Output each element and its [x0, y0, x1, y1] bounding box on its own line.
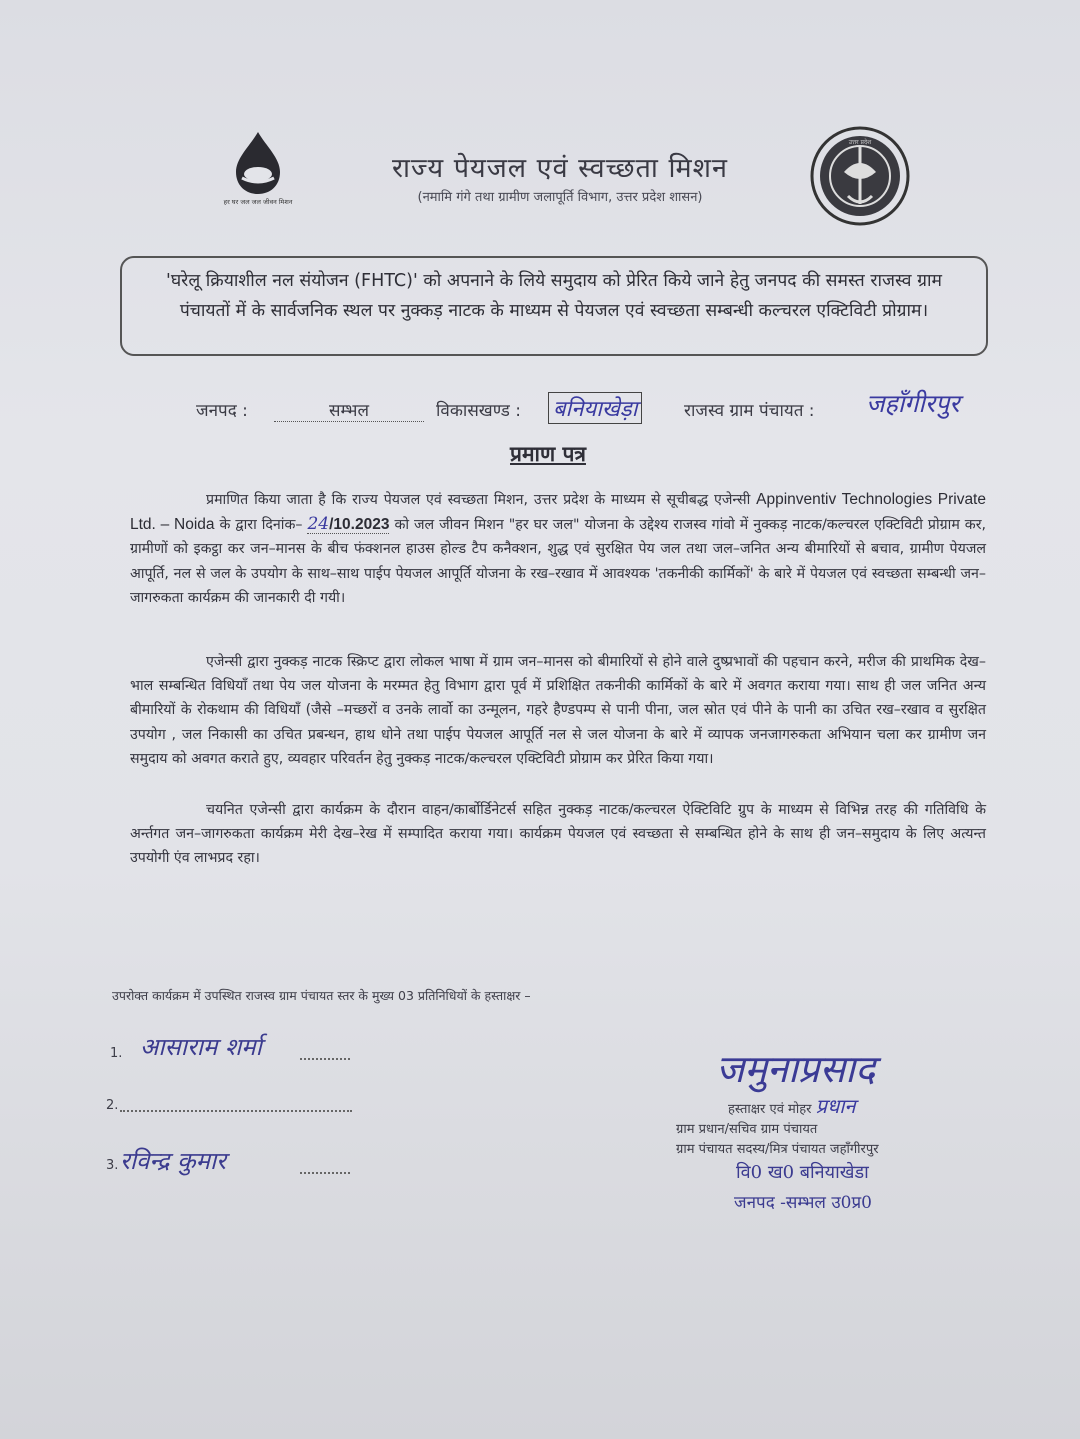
program-title-box — [120, 256, 988, 356]
jal-jeevan-mission-logo — [212, 128, 304, 212]
svg-text:उत्तर प्रदेश: उत्तर प्रदेश — [848, 139, 872, 146]
agency-name: Appinventiv Technologies Private Ltd. – Noida — [130, 491, 986, 534]
date-month-year: /10.2023 — [329, 516, 390, 534]
program-date — [307, 514, 390, 535]
stamp-line-3: ग्राम पंचायत सदस्य/मित्र पंचायत — [676, 1142, 826, 1157]
p1-text-a: प्रमाणित किया जाता है कि राज्य पेयजल एवं स्वच्छता मिशन, उत्तर प्रदेश के माध्यम से सूचीबद्ध एजेन्सी — [206, 492, 751, 508]
paragraph-3: चयनित एजेन्सी द्वारा कार्यक्रम के दौरान वाहन/कार्बोर्डिनेटर्स सहित नुक्कड़ नाटक/कल्चरल ऐक्टिविटि ग्रुप के माध्यम से विभिन्न तरह की गतिविधि के अर्न्तगत जन–जागरुकता कार्यक्रम मेरी देख–रेख में सम्पादित कराया गया। कार्यक्रम पेयजल एवं स्वच्छता से सम्बन्धित होने के साथ ही जन–समुदाय के लिए अत्यन्त उपयोगी एंव लाभप्रद रहा। — [130, 802, 986, 867]
department-subtitle: (नमामि गंगे तथा ग्रामीण जलापूर्ति विभाग, उत्तर प्रदेश शासन) — [417, 190, 703, 205]
pradhan-stamp — [676, 1096, 966, 1160]
panchayat-value: जहाँगीरपुर — [866, 389, 960, 418]
svg-text:हर घर जल जल जीवन मिशन: हर घर जल जल जीवन मिशन — [223, 198, 293, 206]
district-label: जनपद : — [196, 401, 248, 421]
rep-3-number: 3. — [106, 1158, 119, 1173]
block-value: बनियाखेड़ा — [548, 392, 642, 424]
stamp-line-3-hand: जहाँगीरपुर — [829, 1142, 879, 1157]
rep-3-line — [300, 1172, 350, 1174]
location-fields — [196, 389, 1016, 426]
pradhan-signature: जमुनाप्रसाद — [716, 1047, 876, 1091]
rep-1-signature: आसाराम शर्मा — [140, 1033, 262, 1061]
representatives-note: उपरोक्त कार्यक्रम में उपस्थित राजस्व ग्राम पंचायत स्तर के मुख्य 03 प्रतिनिधियों के हस्ताक्षर – — [112, 988, 531, 1003]
rep-1-line — [300, 1058, 350, 1060]
up-government-emblem — [808, 124, 912, 228]
p1-text-b: के द्वारा दिनांक– — [219, 517, 303, 534]
stamp-line-2: ग्राम प्रधान/सचिव ग्राम पंचायत — [676, 1122, 818, 1137]
stamp-district-line: जनपद -सम्भल उ0प्र0 — [734, 1193, 872, 1213]
rep-1-number: 1. — [110, 1046, 123, 1061]
p1-text-c: को जल जीवन मिशन "हर घर जल" योजना के उद्देश्य राजस्व गांवो में नुक्कड़ नाटक/कल्चरल एक्टिविटी प्रोग्राम कर, ग्रामीणों को इकट्ठा कर जन–मानस के बीच फंक्शनल हाउस होल्ड टैप कनैक्शन, शुद्ध एवं सुरक्षित पेय जल तथा जल–जनित अन्य बीमारियों से बचाव, ग्रामीण पेयजल आपूर्ति, नल से जल के उपयोग के साथ–साथ पाईप पेयजल आपूर्ति योजना के रख–रखाव में आवश्यक 'तकनीकी कार्मिकों' के बारे में पेयजल एवं स्वच्छता सम्बन्धी जन–जागरुकता कार्यक्रम की जानकारी दी गयी। — [130, 517, 987, 606]
mission-title: राज्य पेयजल एवं स्वच्छता मिशन — [392, 153, 728, 184]
stamp-block-line: वि0 ख0 बनियाखेडा — [736, 1162, 869, 1183]
certificate-heading: प्रमाण पत्र — [510, 442, 586, 466]
block-label: विकासखण्ड : — [436, 401, 522, 421]
stamp-line-1-hand: प्रधान — [815, 1094, 856, 1118]
program-title-text: 'घरेलू क्रियाशील नल संयोजन (FHTC)' को अपनाने के लिये समुदाय को प्रेरित किये जाने हेतु जनपद की समस्त राजस्व ग्राम पंचायतों में के सार्वजनिक स्थल पर नुक्कड़ नाटक के माध्यम से पेयजल एवं स्वच्छता सम्बन्धी कल्चरल एक्टिविटी प्रोग्राम। — [166, 271, 942, 321]
rep-3-signature: रविन्द्र कुमार — [120, 1147, 226, 1175]
rep-2-number: 2. — [106, 1098, 119, 1113]
stamp-line-1: हस्ताक्षर एवं मोहर — [728, 1102, 812, 1117]
date-day: 24 — [307, 514, 330, 535]
paragraph-2: एजेन्सी द्वारा नुक्कड़ नाटक स्क्रिप्ट द्वारा लोकल भाषा में ग्राम जन–मानस को बीमारियों से होने वाले दुष्प्रभावों की पहचान करने, मरीज की प्राथमिक देख–भाल सम्बन्धित विधियाँ तथा पेय जल योजना के मरम्मत हेतु विभाग द्वारा पूर्व में प्रशिक्षित तकनीकी कार्मिकों के बारे में अवगत कराया गया। साथ ही जल जनित अन्य बीमारियों के रोकथाम की विधियाँ (जैसे –मच्छरों व उनके लार्वो का उन्मूलन, गहरे हैण्डपम्प से पानी पीना, जल स्रोत एवं पीने के पानी का उचित रख–रखाव व सुरक्षित उपयोग , जल निकासी का उचित प्रबन्धन, हाथ धोने तथा पाईप पेयजल आपूर्ति नल से जल योजना के बारे में व्यापक जनजागरुकता अभियान चला कर ग्रामीण जन समुदाय को अवगत कराते हुए, व्यवहार परिवर्तन हेतु नुक्कड़ नाटक/कल्चरल एक्टिविटी प्रोग्राम कर प्रेरित किया गया। — [130, 654, 986, 767]
district-value: सम्भल — [274, 398, 424, 422]
panchayat-label: राजस्व ग्राम पंचायत : — [684, 401, 815, 421]
paragraph-1 — [130, 488, 986, 610]
rep-2-line — [120, 1110, 352, 1112]
